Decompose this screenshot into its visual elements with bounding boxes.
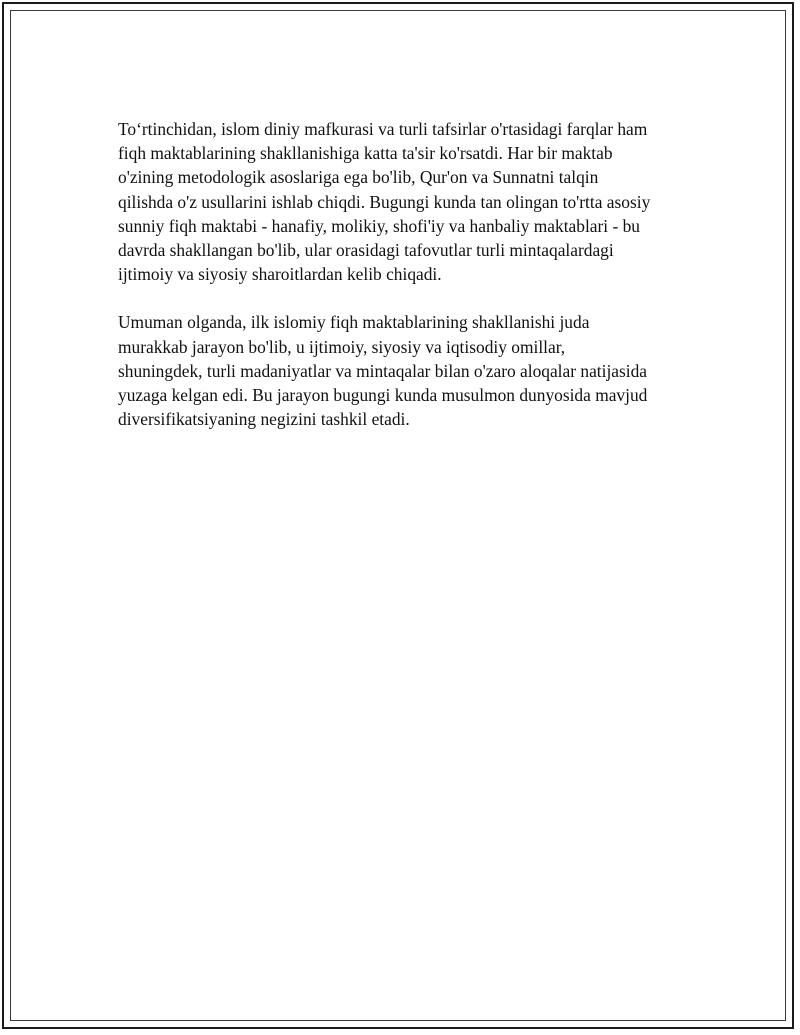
- paragraph-1: To‘rtinchidan, islom diniy mafkurasi va turli tafsirlar o'rtasidagi farqlar ham fiqh maktablarining shakllanishiga katta ta'sir ko'rsatdi. Har bir maktab o'zining metodologik asoslariga ega bo'lib, Qur'on va Sunnatni talqin qilishda o'z usullarini ishlab chiqdi. Bugungi kunda tan olingan to'rtta asosiy sunniy fiqh maktabi - hanafiy, molikiy, shofi'iy va hanbaliy maktablari - bu davrda shakllangan bo'lib, ular orasidagi tafovutlar turli mintaqalardagi ijtimoiy va siyosiy sharoitlardan kelib chiqadi.: [118, 119, 651, 285]
- document-body: [118, 117, 686, 431]
- paragraph-2: Umuman olganda, ilk islomiy fiqh maktablarining shakllanishi juda murakkab jarayon bo'lib, u ijtimoiy, siyosiy va iqtisodiy omillar, shuningdek, turli madaniyatlar va mintaqalar bilan o'zaro aloqalar natijasida yuzaga kelgan edi. Bu jarayon bugungi kunda musulmon dunyosida mavjud diversifikatsiyaning negizini tashkil etadi.: [118, 312, 648, 430]
